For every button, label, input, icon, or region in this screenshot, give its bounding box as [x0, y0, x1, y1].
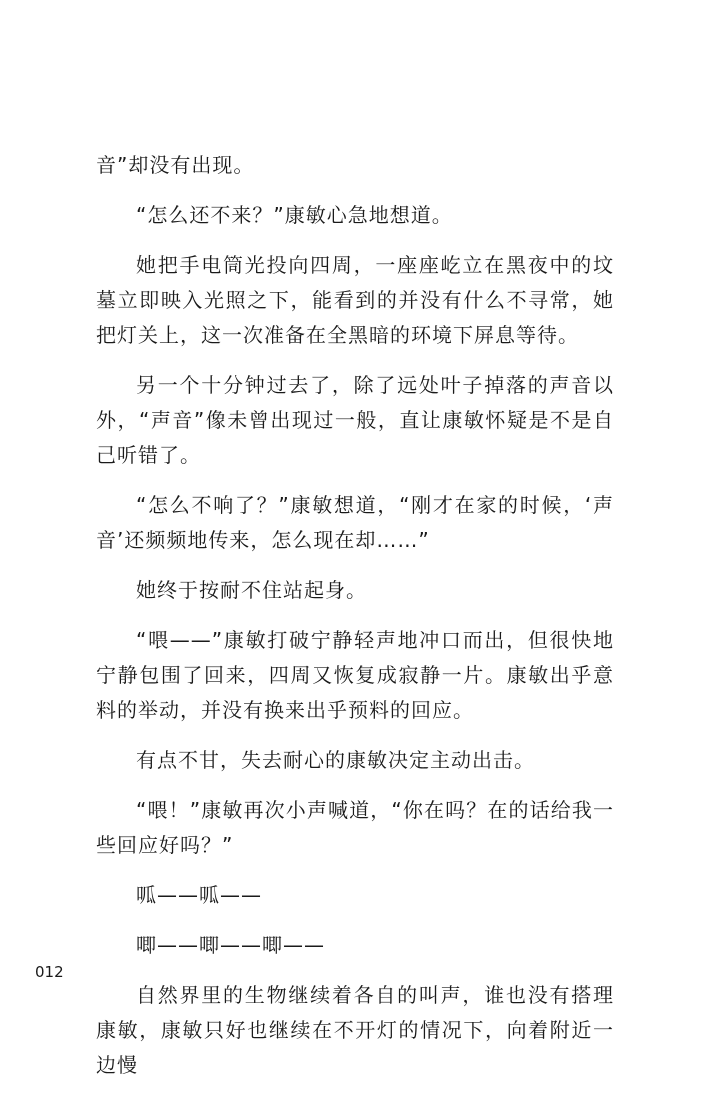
page-number: 012 [35, 963, 64, 981]
paragraph-5: “怎么不响了？”康敏想道，“刚才在家的时候，‘声音’还频频地传来，怎么现在却……” [96, 493, 614, 552]
paragraph-9: “喂！”康敏再次小声喊道，“你在吗？在的话给我一些回应好吗？” [96, 798, 614, 857]
paragraph-10: 呱——呱—— [136, 883, 262, 907]
body-text [96, 148, 614, 1098]
paragraph-12: 自然界里的生物继续着各自的叫声，谁也没有搭理康敏，康敏只好也继续在不开灯的情况下，向着附近一边慢 [96, 983, 614, 1077]
paragraph-11: 唧——唧——唧—— [136, 933, 325, 957]
paragraph-6: 她终于按耐不住站起身。 [136, 578, 367, 602]
paragraph-8: 有点不甘，失去耐心的康敏决定主动出击。 [136, 748, 535, 772]
paragraph-3: 她把手电筒光投向四周，一座座屹立在黑夜中的坟墓立即映入光照之下，能看到的并没有什么不寻常，她把灯关上，这一次准备在全黑暗的环境下屏息等待。 [96, 253, 614, 347]
paragraph-2: “怎么还不来？”康敏心急地想道。 [136, 203, 453, 227]
paragraph-1: 音”却没有出现。 [96, 153, 255, 177]
paragraph-4: 另一个十分钟过去了，除了远处叶子掉落的声音以外，“声音”像未曾出现过一般，直让康敏怀疑是不是自己听错了。 [96, 373, 614, 467]
paragraph-7: “喂——”康敏打破宁静轻声地冲口而出，但很快地宁静包围了回来，四周又恢复成寂静一片。康敏出乎意料的举动，并没有换来出乎预料的回应。 [96, 628, 614, 722]
